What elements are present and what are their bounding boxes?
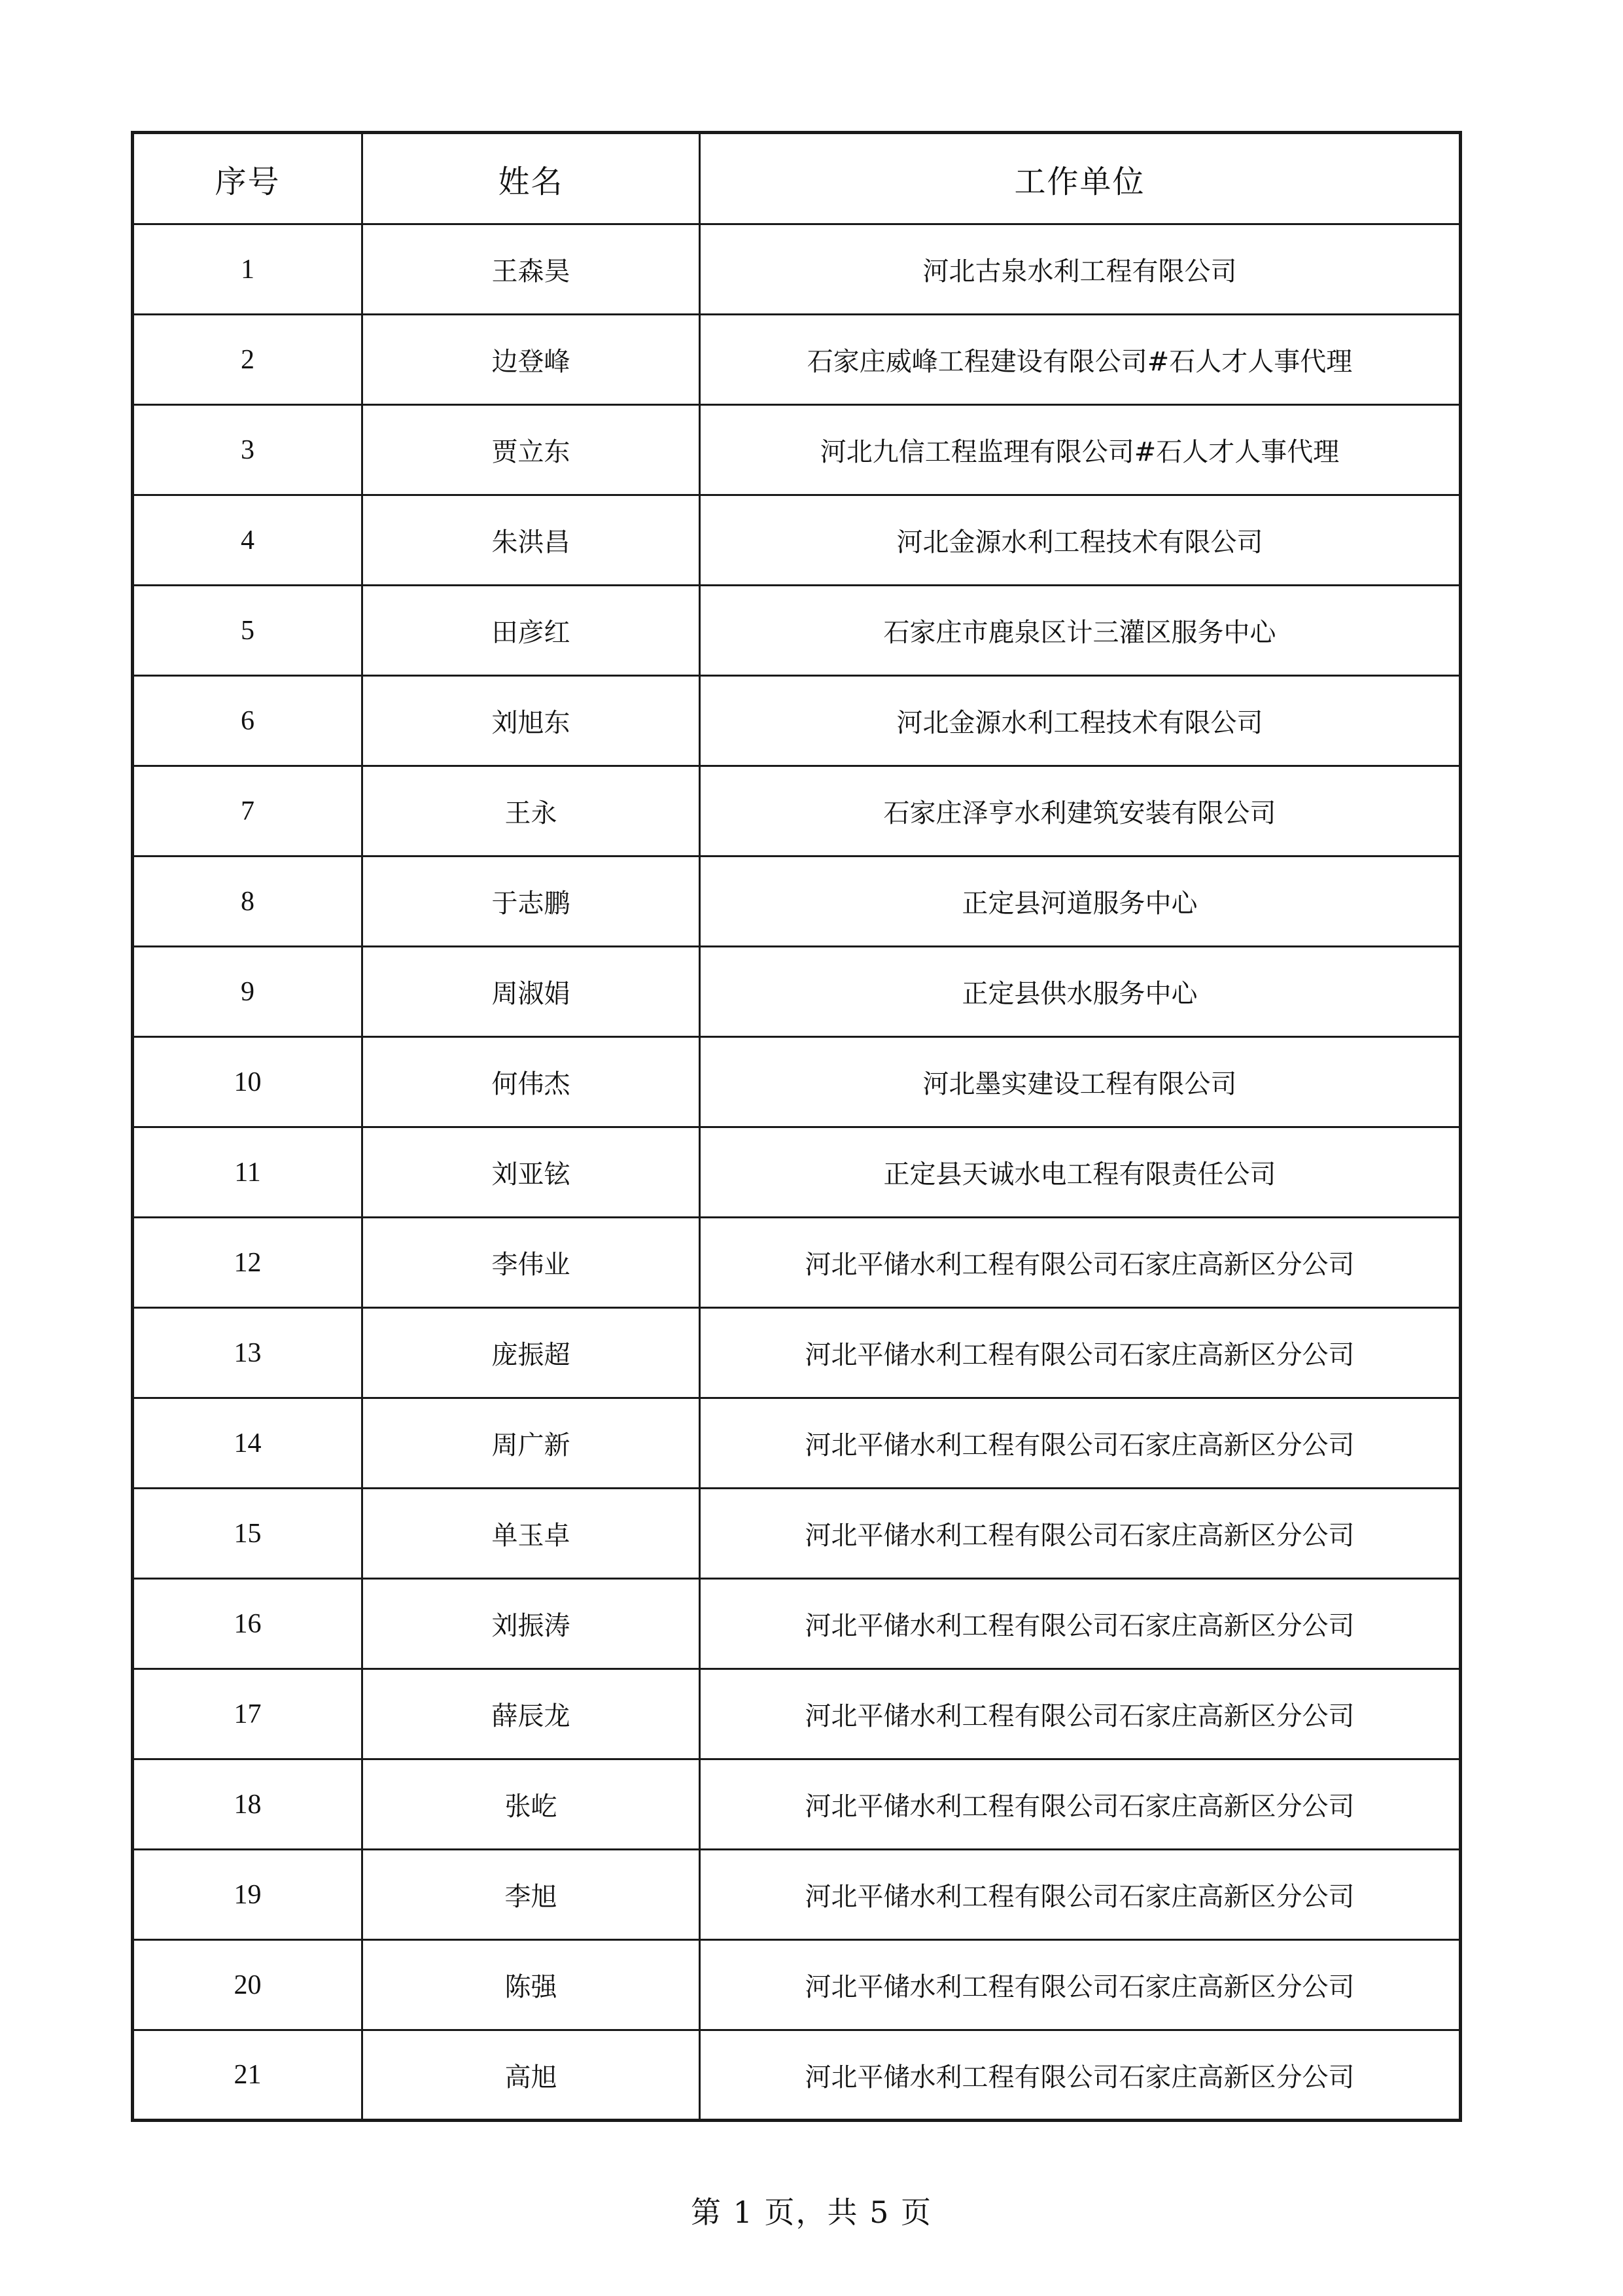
cell-name: 田彦红	[362, 586, 700, 676]
cell-work-unit: 河北平储水利工程有限公司石家庄高新区分公司	[700, 1218, 1461, 1308]
cell-work-unit: 河北平储水利工程有限公司石家庄高新区分公司	[700, 1940, 1461, 2030]
cell-name: 庞振超	[362, 1308, 700, 1398]
header-row	[133, 133, 1461, 224]
cell-work-unit: 正定县河道服务中心	[700, 857, 1461, 947]
cell-serial-number: 8	[133, 857, 362, 947]
table-row	[133, 1218, 1461, 1308]
table-row	[133, 1759, 1461, 1850]
table-header	[133, 133, 1461, 224]
cell-name: 周广新	[362, 1398, 700, 1489]
cell-serial-number: 4	[133, 495, 362, 586]
cell-name: 高旭	[362, 2030, 700, 2121]
cell-serial-number: 15	[133, 1489, 362, 1579]
table-row	[133, 2030, 1461, 2121]
cell-work-unit: 河北平储水利工程有限公司石家庄高新区分公司	[700, 1398, 1461, 1489]
cell-name: 贾立东	[362, 405, 700, 495]
table-row	[133, 1850, 1461, 1940]
cell-serial-number: 19	[133, 1850, 362, 1940]
table-row	[133, 857, 1461, 947]
table-row	[133, 766, 1461, 857]
cell-work-unit: 河北平储水利工程有限公司石家庄高新区分公司	[700, 1489, 1461, 1579]
table-row	[133, 1940, 1461, 2030]
cell-serial-number: 6	[133, 676, 362, 766]
cell-name: 单玉卓	[362, 1489, 700, 1579]
cell-serial-number: 18	[133, 1759, 362, 1850]
cell-name: 薛辰龙	[362, 1669, 700, 1759]
document-page	[131, 131, 1459, 2122]
table-row	[133, 586, 1461, 676]
cell-serial-number: 10	[133, 1037, 362, 1127]
cell-name: 陈强	[362, 1940, 700, 2030]
cell-work-unit: 河北平储水利工程有限公司石家庄高新区分公司	[700, 1579, 1461, 1669]
table-row	[133, 947, 1461, 1037]
cell-name: 于志鹏	[362, 857, 700, 947]
table-row	[133, 1037, 1461, 1127]
header-serial-number: 序号	[133, 133, 362, 224]
cell-work-unit: 河北古泉水利工程有限公司	[700, 224, 1461, 315]
cell-serial-number: 13	[133, 1308, 362, 1398]
cell-name: 刘旭东	[362, 676, 700, 766]
cell-work-unit: 河北九信工程监理有限公司#石人才人事代理	[700, 405, 1461, 495]
cell-name: 王永	[362, 766, 700, 857]
page-number-footer: 第 1 页，共 5 页	[690, 2195, 933, 2230]
cell-work-unit: 正定县天诚水电工程有限责任公司	[700, 1127, 1461, 1218]
cell-work-unit: 正定县供水服务中心	[700, 947, 1461, 1037]
cell-work-unit: 河北平储水利工程有限公司石家庄高新区分公司	[700, 1850, 1461, 1940]
cell-name: 王森昊	[362, 224, 700, 315]
cell-name: 张屹	[362, 1759, 700, 1850]
cell-work-unit: 河北平储水利工程有限公司石家庄高新区分公司	[700, 1759, 1461, 1850]
cell-work-unit: 河北金源水利工程技术有限公司	[700, 676, 1461, 766]
cell-serial-number: 11	[133, 1127, 362, 1218]
cell-name: 朱洪昌	[362, 495, 700, 586]
cell-serial-number: 9	[133, 947, 362, 1037]
cell-serial-number: 21	[133, 2030, 362, 2121]
cell-name: 刘亚铉	[362, 1127, 700, 1218]
table-row	[133, 1398, 1461, 1489]
cell-serial-number: 17	[133, 1669, 362, 1759]
table-row	[133, 224, 1461, 315]
cell-serial-number: 3	[133, 405, 362, 495]
header-name: 姓名	[362, 133, 700, 224]
cell-name: 何伟杰	[362, 1037, 700, 1127]
cell-name: 刘振涛	[362, 1579, 700, 1669]
cell-work-unit: 河北平储水利工程有限公司石家庄高新区分公司	[700, 2030, 1461, 2121]
table-row	[133, 1127, 1461, 1218]
cell-name: 李伟业	[362, 1218, 700, 1308]
cell-work-unit: 石家庄市鹿泉区计三灌区服务中心	[700, 586, 1461, 676]
table-row	[133, 405, 1461, 495]
table-row	[133, 1489, 1461, 1579]
table-row	[133, 1669, 1461, 1759]
cell-name: 周淑娟	[362, 947, 700, 1037]
header-work-unit: 工作单位	[700, 133, 1461, 224]
cell-work-unit: 河北墨实建设工程有限公司	[700, 1037, 1461, 1127]
cell-serial-number: 12	[133, 1218, 362, 1308]
cell-work-unit: 河北金源水利工程技术有限公司	[700, 495, 1461, 586]
cell-name: 边登峰	[362, 315, 700, 405]
cell-work-unit: 石家庄威峰工程建设有限公司#石人才人事代理	[700, 315, 1461, 405]
cell-serial-number: 1	[133, 224, 362, 315]
cell-name: 李旭	[362, 1850, 700, 1940]
cell-work-unit: 河北平储水利工程有限公司石家庄高新区分公司	[700, 1308, 1461, 1398]
table-row	[133, 1579, 1461, 1669]
cell-serial-number: 5	[133, 586, 362, 676]
cell-serial-number: 14	[133, 1398, 362, 1489]
cell-serial-number: 7	[133, 766, 362, 857]
cell-serial-number: 20	[133, 1940, 362, 2030]
table-body	[133, 224, 1461, 2121]
table-row	[133, 315, 1461, 405]
table-row	[133, 676, 1461, 766]
cell-serial-number: 16	[133, 1579, 362, 1669]
table-row	[133, 1308, 1461, 1398]
cell-work-unit: 石家庄泽亨水利建筑安装有限公司	[700, 766, 1461, 857]
cell-work-unit: 河北平储水利工程有限公司石家庄高新区分公司	[700, 1669, 1461, 1759]
cell-serial-number: 2	[133, 315, 362, 405]
table-row	[133, 495, 1461, 586]
roster-table	[131, 131, 1462, 2122]
